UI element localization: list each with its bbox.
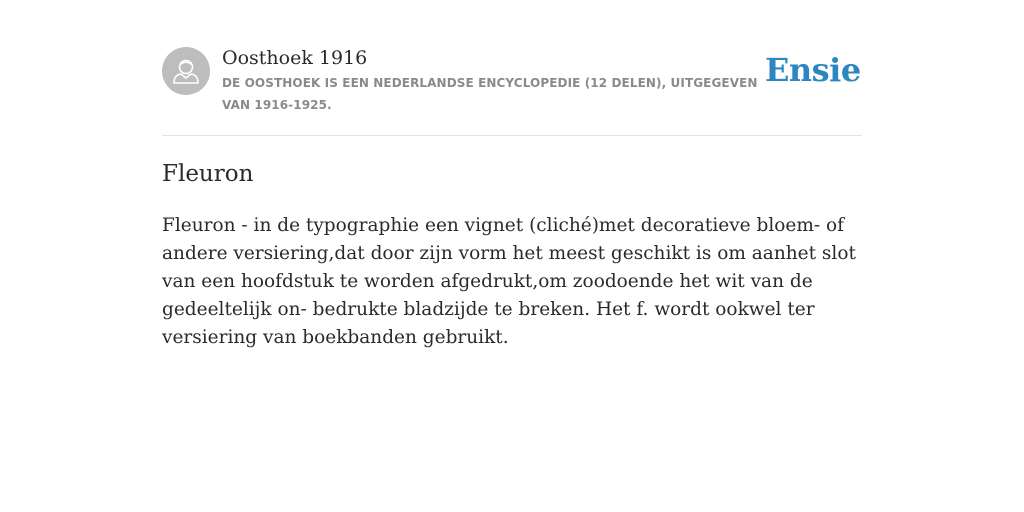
user-placeholder-icon [162, 47, 210, 95]
divider [162, 135, 862, 136]
avatar[interactable] [162, 47, 210, 95]
entry-title: Fleuron [162, 161, 254, 187]
source-title[interactable]: Oosthoek 1916 [222, 47, 368, 69]
entry-body: Fleuron - in de typographie een vignet (cliché)met decoratieve bloem- of andere versiering,dat door zijn vorm het meest geschikt is om aanhet slot van een hoofdstuk te worden afgedrukt,om zoodoende het wit van de gedeeltelijk on- bedrukte bladzijde te breken. Het f. wordt ookwel ter versiering van boekbanden gebruikt. [162, 215, 856, 348]
source-description: DE OOSTHOEK IS EEN NEDERLANDSE ENCYCLOPEDIE (12 DELEN), UITGEGEVEN VAN 1916-1925. [222, 76, 758, 112]
source-header [162, 46, 862, 136]
brand-logo[interactable]: Ensie [765, 51, 861, 89]
